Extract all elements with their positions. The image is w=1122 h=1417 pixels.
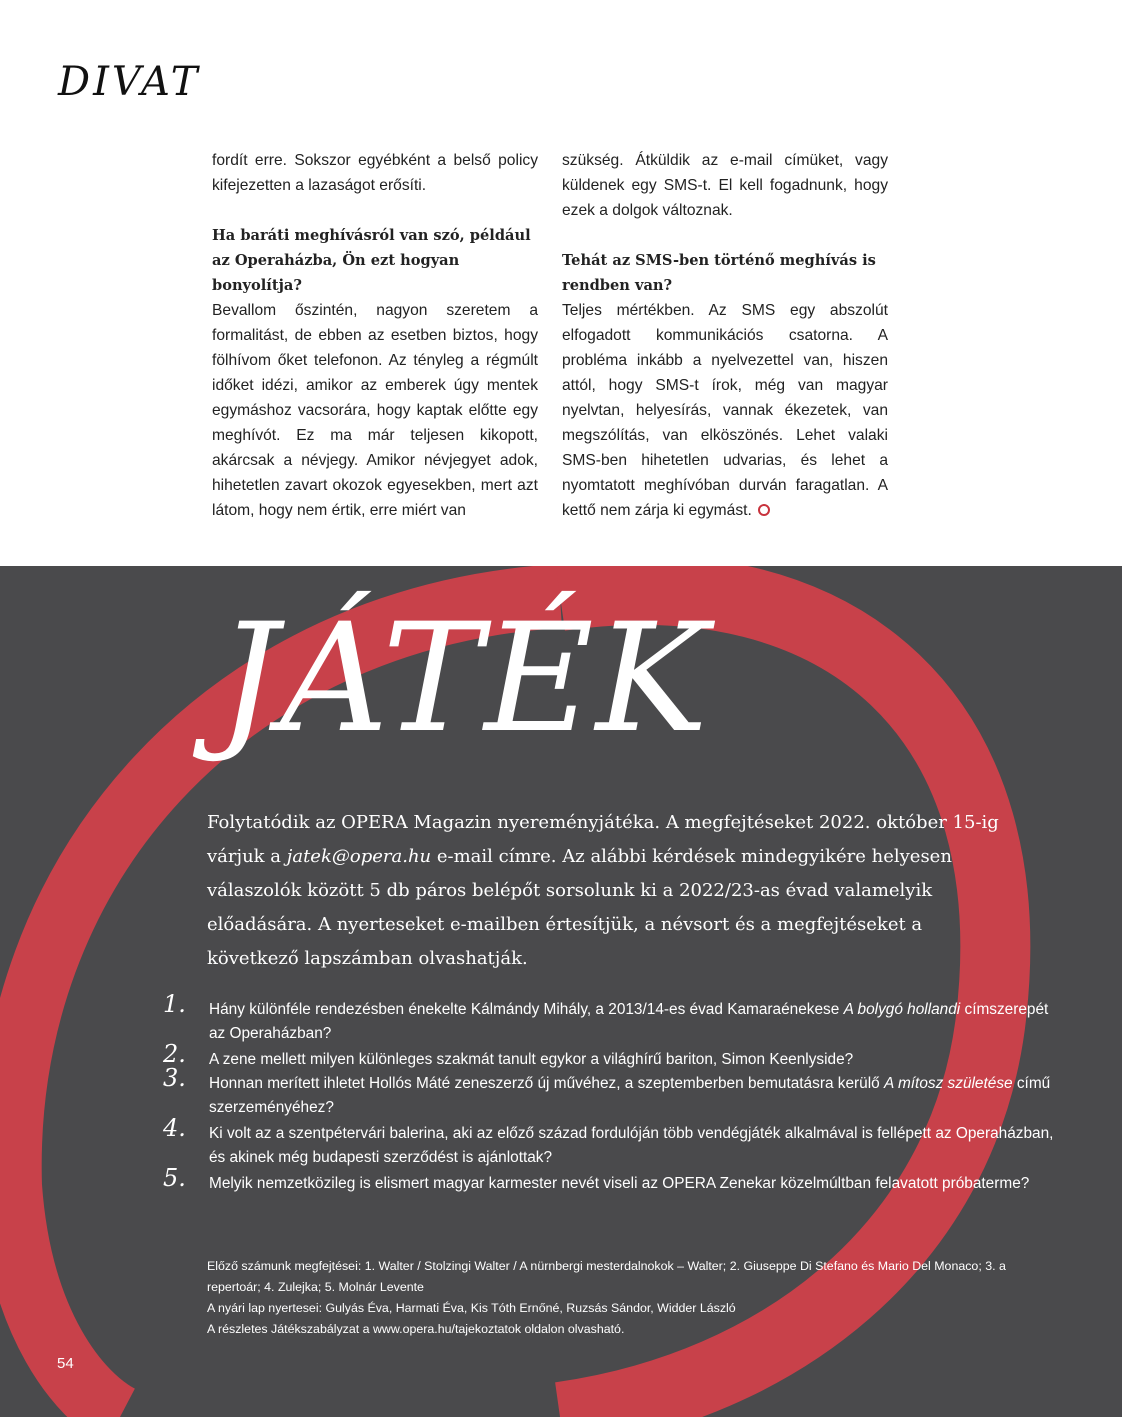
page-number: 54 [57,1355,74,1372]
question-text: Ki volt az a szentpétervári balerina, aki az előző század fordulóján több vendégjáték alkalmával is fellépett az Operaházban, és akinek még budapesti szerződést is ajánlottak? [209,1125,1054,1166]
question-text: Hány különféle rendezésben énekelte Kálmándy Mihály, a 2013/14-es évad Kamaraénekese [209,1001,844,1018]
question-item [163,1164,1063,1196]
rules-note: A részletes Játékszabályzat a www.opera.hu/tajekoztatok oldalon olvasható. [207,1322,625,1336]
article-paragraph: Bevallom őszintén, nagyon szeretem a formalitást, de ebben az esetben biztos, hogy fölhívom őket telefonon. Az tényleg a régmúlt időket idézi, amikor az emberek úgy mentek egymáshoz vacsorára, hogy kaptak előtte egy meghívót. Ez ma már teljesen kikopott, akárcsak a névjegy. Amikor névjegyet adok, hihetetlen zavart okozok egyesekben, mert azt látom, hogy nem értik, erre miért van [212,302,538,519]
question-number: 2. [163,1040,186,1068]
question-work-title: A bolygó hollandi [843,1001,961,1018]
game-notes [207,1256,1047,1340]
article-left-column [212,148,538,523]
question-text: Melyik nemzetközileg is elismert magyar karmester nevét viseli az OPERA Zenekar közelmúltban felavatott próbaterme? [209,1175,1030,1192]
article-paragraph: szükség. Átküldik az e-mail címüket, vagy küldenek egy SMS-t. El kell fogadnunk, hogy ezek a dolgok változnak. [562,152,888,219]
question-number: 4. [163,1114,186,1142]
article-paragraph: fordít erre. Sokszor egyébként a belső policy kifejezetten a lazaságot erősíti. [212,152,538,194]
question-text: A zene mellett milyen különleges szakmát tanult egykor a világhírű bariton, Simon Keenlyside? [209,1051,854,1068]
question-list [163,990,1063,1196]
question-text-end: című szerzeményéhez? [209,1075,1051,1116]
question-number: 5. [163,1164,186,1192]
article-paragraph-text: Teljes mértékben. Az SMS egy abszolút elfogadott kommunikációs csatorna. A probléma inkább a nyelvezettel van, hiszen attól, hogy SMS-t írok, még van magyar nyelvtan, helyesírás, vannak ékezetek, van megszólítás, van elköszönés. Lehet valaki SMS-ben hihetetlen udvarias, és lehet a nyomtatott meghívóban durván faragatlan. A kettő nem zárja ki egymást. [562,302,888,519]
article-right-column [562,148,888,523]
question-item [163,1114,1063,1170]
intro-text-start: Folytatódik az OPERA Magazin nyereményjátéka. A megfejtéseket 2022. október 15-ig várjuk a [207,812,999,867]
question-text: Honnan merített ihletet Hollós Máté zeneszerző új művéhez, a szeptemberben bemutatásra kerülő [209,1075,884,1092]
game-panel [0,566,1122,1417]
previous-answers: Előző számunk megfejtései: 1. Walter / Stolzingi Walter / A nürnbergi mesterdalnokok – Walter; 2. Giuseppe Di Stefano és Mario Del Monaco; 3. a repertoár; 4. Zulejka; 5. Molnár Levente [207,1259,1006,1294]
question-item [163,1064,1063,1120]
article-paragraph-last [562,298,888,523]
question-work-title: A mítosz születése [883,1075,1013,1092]
previous-winners: A nyári lap nyertesei: Gulyás Éva, Harmati Éva, Kis Tóth Ernőné, Ruzsás Sándor, Widder László [207,1301,736,1315]
game-intro [207,806,1007,976]
question-text-end: címszerepét az Operaházban? [209,1001,1049,1042]
contest-email-link[interactable]: jatek@opera.hu [286,846,432,867]
section-label: DIVAT [58,59,201,105]
question-number: 1. [163,990,186,1018]
interview-question: Tehát az SMS-ben történő meghívás is rendben van? [562,252,876,294]
game-title: JÁTÉK [218,592,710,766]
question-number: 3. [163,1064,186,1092]
end-circle-icon [758,504,770,516]
question-item [163,990,1063,1046]
question-item [163,1040,1063,1072]
interview-question: Ha baráti meghívásról van szó, például az Operaházba, Ön ezt hogyan bonyolítja? [212,227,531,294]
intro-text-end: e-mail címre. Az alábbi kérdések mindegyikére helyesen válaszolók között 5 db páros belépőt sorsolunk ki a 2022/23-as évad valamelyik előadására. A nyerteseket e-mailben értesítjük, a névsort és a megfejtéseket a következő lapszámban olvashatják. [207,846,952,969]
